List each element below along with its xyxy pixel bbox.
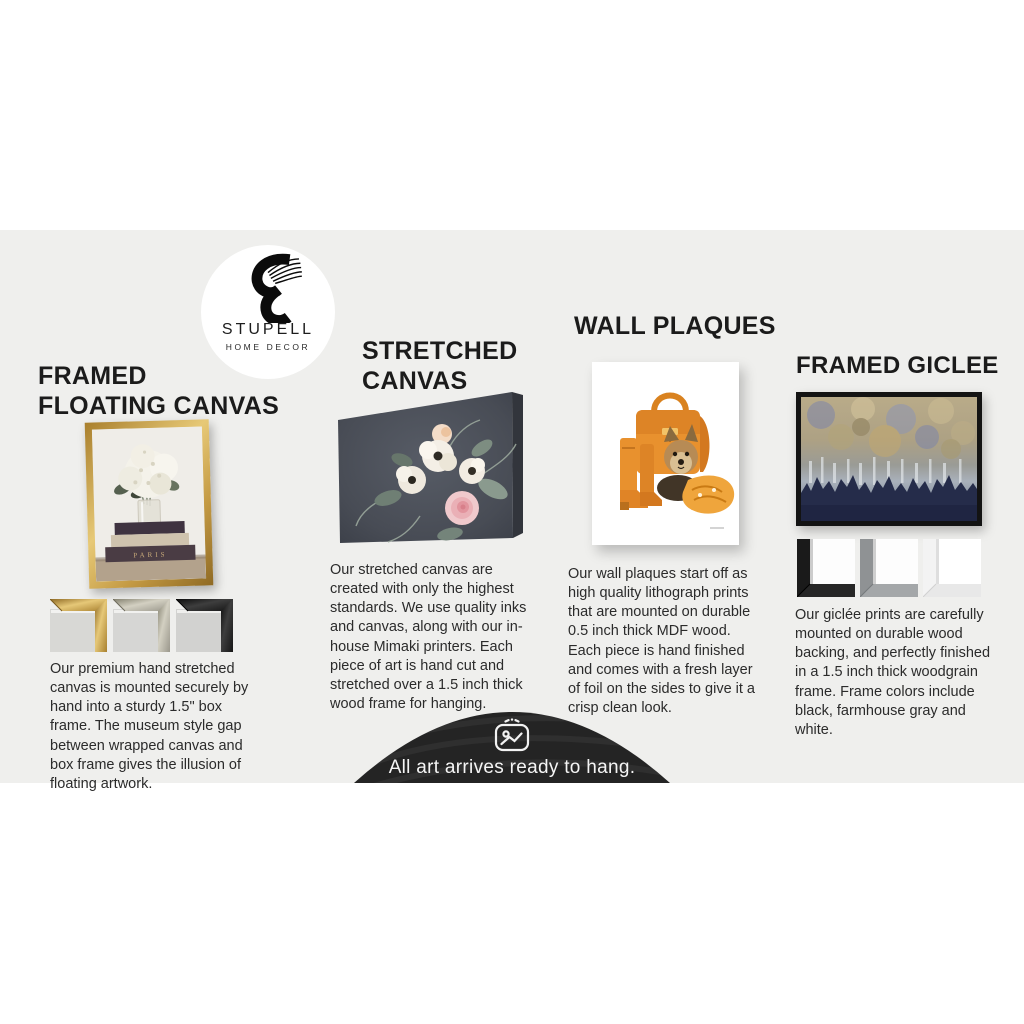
silver-frame-swatch bbox=[113, 599, 170, 652]
framed-art-icon bbox=[493, 717, 531, 753]
brand-tagline: HOME DECOR bbox=[225, 342, 311, 352]
description-framed-giclee: Our giclée prints are carefully mounted on durable wood backing, and perfectly finished in a 1.5 inch thick woodgrain frame. Frame colors include black, farmhouse gray and white. bbox=[795, 607, 991, 738]
frame-color-swatches-giclee bbox=[797, 539, 981, 597]
book-spine-label: PARIS bbox=[133, 550, 168, 560]
product-image-wall-plaque bbox=[592, 362, 739, 545]
product-image-framed-floating-canvas bbox=[85, 419, 214, 588]
dog-and-bag-art bbox=[592, 362, 739, 545]
brand-name: STUPELL bbox=[221, 321, 315, 338]
frame-color-swatches-floating bbox=[50, 599, 233, 652]
white-giclee-frame-swatch bbox=[923, 539, 981, 597]
section-title-wall-plaques bbox=[574, 312, 776, 342]
title-line: FLOATING CANVAS bbox=[38, 391, 280, 420]
gray-giclee-frame-swatch bbox=[860, 539, 918, 597]
title-line: CANVAS bbox=[362, 366, 468, 395]
product-image-stretched-canvas bbox=[330, 386, 530, 564]
stupell-s-swoosh-icon bbox=[232, 251, 304, 323]
title-line: STRETCHED bbox=[362, 337, 518, 365]
description-wall-plaques: Our wall plaques start off as high quality lithograph prints that are mounted on durable 0.5 inch thick MDF wood. Each piece is hand finished and comes with a fresh layer of foil on the sides to give it a crisp clean look. bbox=[568, 566, 755, 716]
description-framed-floating-canvas: Our premium hand stretched canvas is mounted securely by hand into a sturdy 1.5" box frame. The museum style gap between wrapped canvas and box frame gives the illusion of floating artwork. bbox=[50, 661, 249, 792]
gold-frame-swatch bbox=[50, 599, 107, 652]
section-title-framed-floating-canvas bbox=[38, 362, 279, 421]
abstract-giclee-art bbox=[801, 397, 977, 521]
footer-message: All art arrives ready to hang. bbox=[388, 757, 636, 778]
title-line: FRAMED bbox=[38, 362, 147, 390]
section-title-framed-giclee bbox=[796, 352, 999, 380]
description-stretched-canvas: Our stretched canvas are created with only the highest standards. We use quality inks and canvas, along with our in-house Mimaki printers. Each piece of art is hand cut and stretched over a 1.5 inch thick wood frame for hanging. bbox=[330, 562, 527, 712]
product-image-framed-giclee bbox=[796, 392, 982, 526]
floral-still-life-art bbox=[92, 426, 206, 581]
title-line: FRAMED GICLEE bbox=[796, 352, 999, 379]
title-line: WALL PLAQUES bbox=[574, 312, 776, 340]
black-giclee-frame-swatch bbox=[797, 539, 855, 597]
black-frame-swatch bbox=[176, 599, 233, 652]
brand-logo bbox=[201, 245, 335, 379]
